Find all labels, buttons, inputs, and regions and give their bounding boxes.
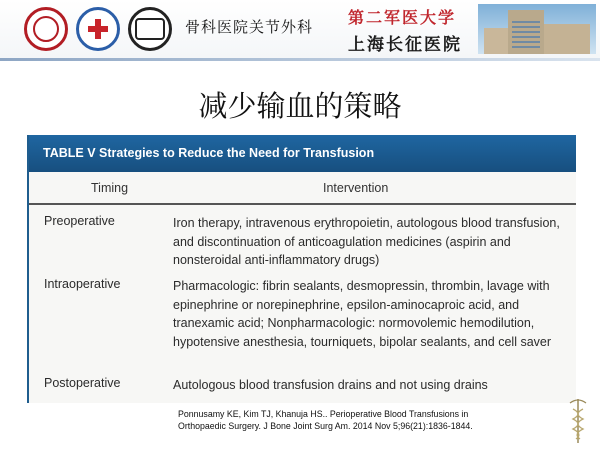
column-header-timing: Timing — [91, 181, 129, 195]
row-intervention: Pharmacologic: fibrin sealants, desmopressin, thrombin, lavage with epinephrine or norepinephrine, epsilon-aminocaproic acid, and tranexamic acid; Nonpharmacologic: normovolemic hemodilution, hypotensive anesthesia, tourniquets, bipolar sealants, and cell saver — [173, 279, 552, 349]
column-header-intervention: Intervention — [323, 181, 389, 195]
header-divider — [0, 58, 600, 61]
caduceus-icon — [568, 395, 588, 445]
table-caption: TABLE V Strategies to Reduce the Need for Transfusion — [29, 135, 576, 172]
strategies-table — [27, 135, 576, 403]
header-rule — [29, 203, 576, 205]
hospital-name: 上海长征医院 — [348, 35, 462, 55]
university-name: 第二军医大学 — [348, 8, 457, 27]
row-timing: Intraoperative — [44, 277, 121, 291]
row-timing: Preoperative — [44, 214, 115, 228]
citation-line: Ponnusamy KE, Kim TJ, Khanuja HS.. Perioperative Blood Transfusions in — [178, 409, 469, 419]
red-cross-icon — [88, 19, 108, 39]
row-timing: Postoperative — [44, 376, 121, 390]
hospital-building-image — [478, 4, 596, 54]
institute-logo — [128, 7, 172, 51]
row-intervention: Iron therapy, intravenous erythropoietin, autologous blood transfusion, and discontinuation of anticoagulation medicines (aspirin and nonsteroidal anti-inflammatory drugs) — [173, 216, 560, 268]
citation-line: Orthopaedic Surgery. J Bone Joint Surg Am. 2014 Nov 5;96(21):1836-1844. — [178, 420, 473, 431]
department-name: 骨科医院关节外科 — [185, 18, 314, 36]
university-seal-logo — [24, 7, 68, 51]
row-intervention: Autologous blood transfusion drains and not using drains — [173, 378, 488, 392]
slide-title: 减少输血的策略 — [198, 89, 402, 123]
header-banner — [0, 0, 600, 58]
institute-emblem-icon — [135, 18, 165, 40]
hospital-cross-logo — [76, 7, 120, 51]
citation — [178, 409, 518, 432]
